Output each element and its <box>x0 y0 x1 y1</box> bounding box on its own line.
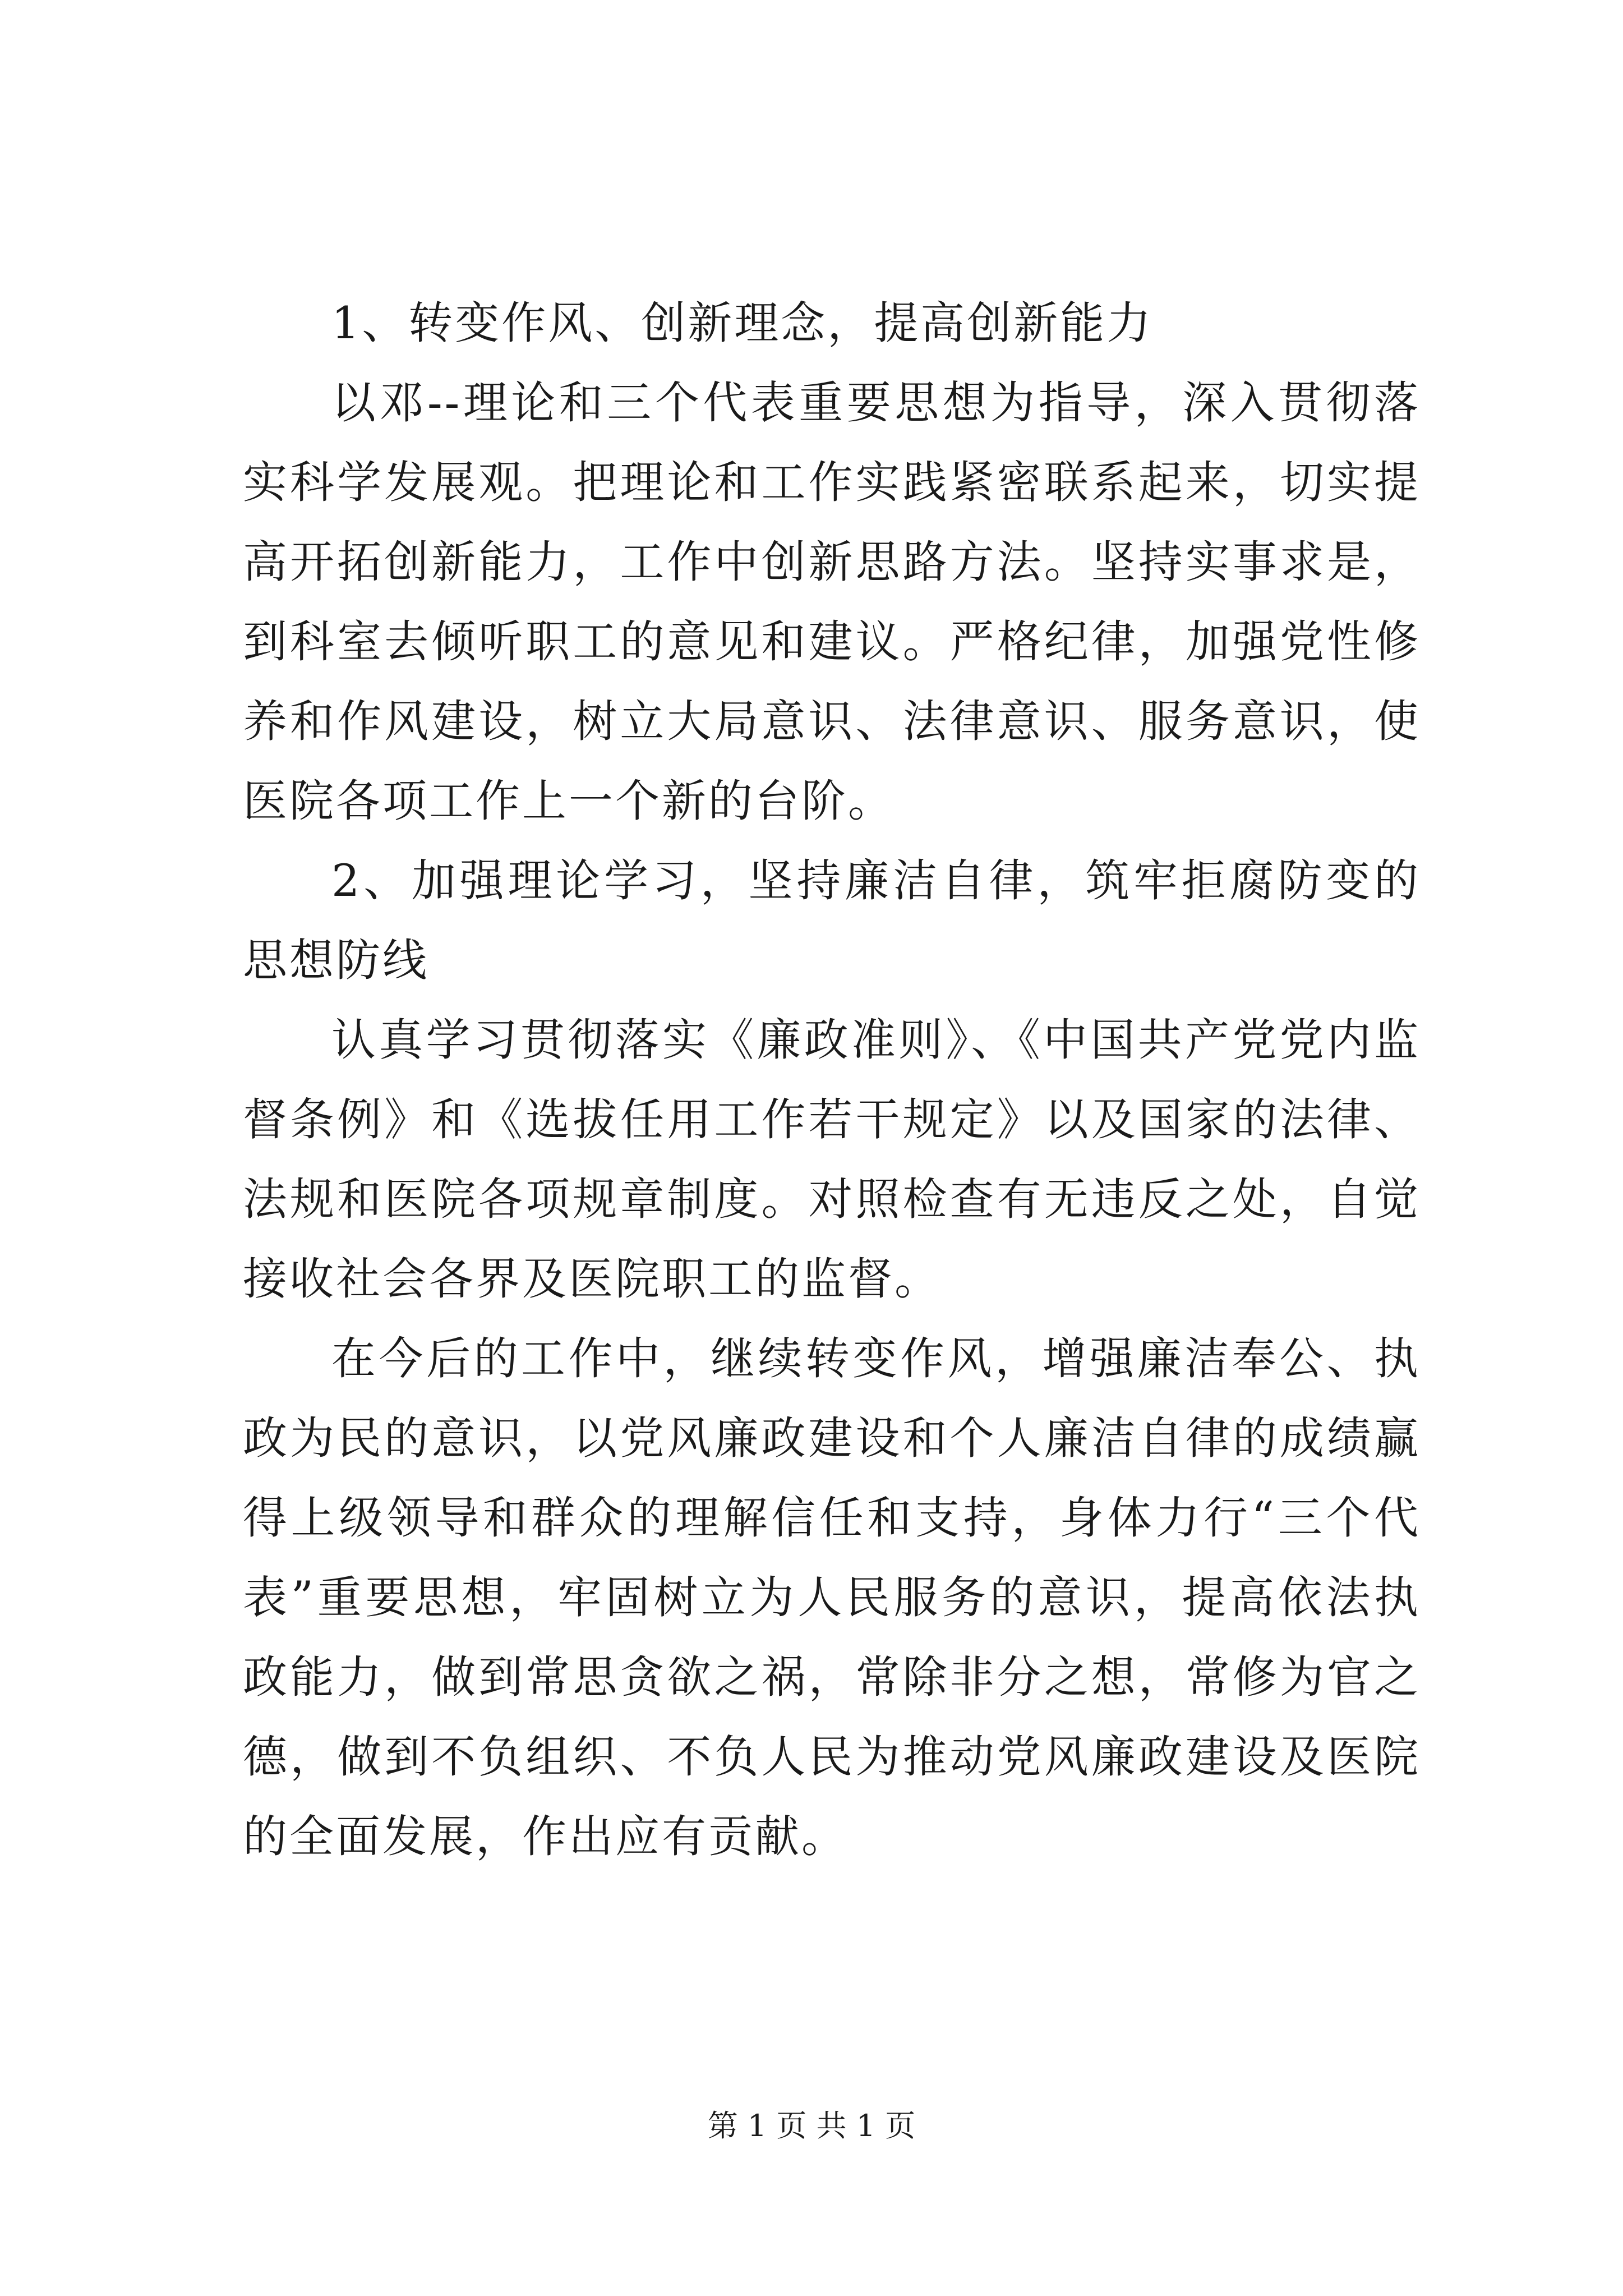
paragraph-1: 以邓--理论和三个代表重要思想为指导，深入贯彻落实科学发展观。把理论和工作实践紧密联系起来，切实提高开拓创新能力，工作中创新思路方法。坚持实事求是，到科室去倾听职工的意见和建议。严格纪律，加强党性修养和作风建设，树立大局意识、法律意识、服务意识，使医院各项工作上一个新的台阶。 <box>243 377 1421 827</box>
heading-2: 2、加强理论学习，坚持廉洁自律，筑牢拒腐防变的思想防线 <box>243 855 1421 986</box>
document-body <box>243 283 1421 1876</box>
paragraph-3: 在今后的工作中，继续转变作风，增强廉洁奉公、执政为民的意识，以党风廉政建设和个人廉洁自律的成绩赢得上级领导和群众的理解信任和支持，身体力行“三个代表”重要思想，牢固树立为人民服务的意识，提高依法执政能力，做到常思贪欲之祸，常除非分之想，常修为官之德，做到不负组织、不负人民为推动党风廉政建设及医院的全面发展，作出应有贡献。 <box>243 1333 1421 1862</box>
page-number-footer: 第 1 页 共 1 页 <box>707 2108 916 2143</box>
heading-1: 1、转变作风、创新理念，提高创新能力 <box>331 297 1154 349</box>
paragraph-2: 认真学习贯彻落实《廉政准则》、《中国共产党党内监督条例》和《选拔任用工作若干规定》以及国家的法律、法规和医院各项规章制度。对照检查有无违反之处，自觉接收社会各界及医院职工的监督。 <box>243 1014 1421 1305</box>
